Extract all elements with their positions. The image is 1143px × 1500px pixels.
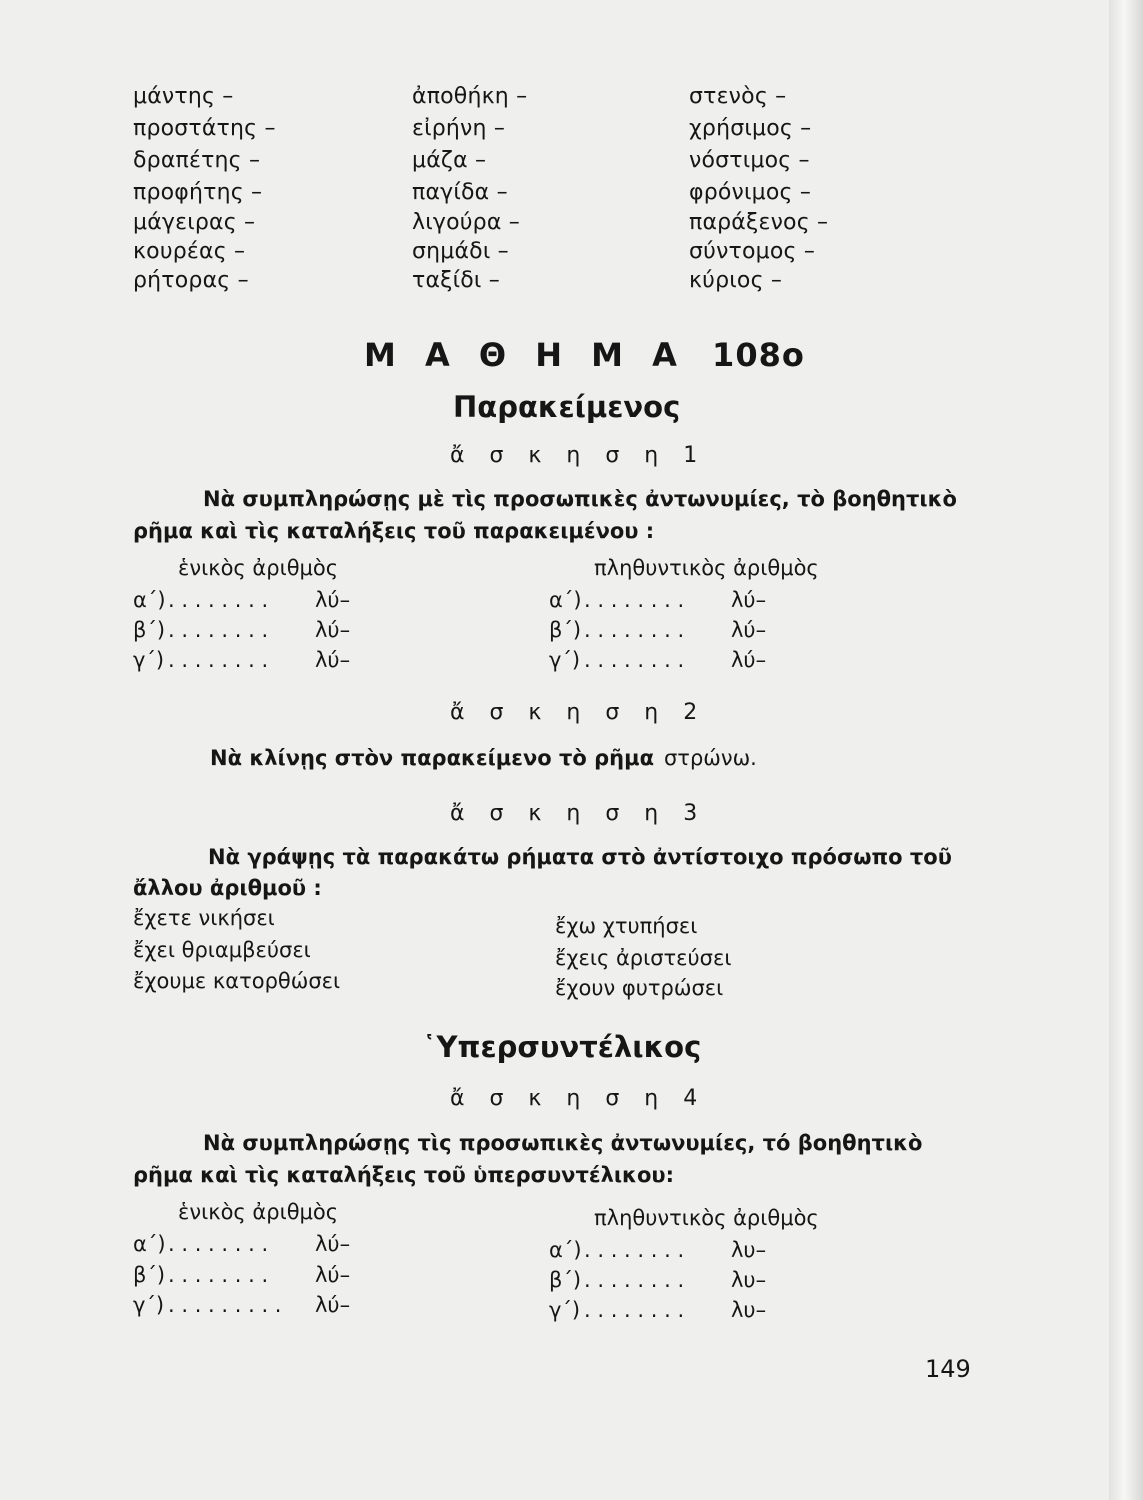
- word-col3-item: νόστιμος –: [689, 148, 810, 173]
- ex1-plural-row-stem: λύ–: [731, 588, 767, 612]
- word-col2-item: μάζα –: [412, 148, 487, 173]
- ex4-singular-row-label: α΄): [133, 1232, 166, 1256]
- ex4-plural-row-stem: λυ–: [731, 1238, 767, 1262]
- exercise-2-instruction: Νὰ κλίνῃς στὸν παρακείμενο τὸ ρῆμα: [210, 746, 654, 770]
- ex1-singular-row-stem: λύ–: [315, 618, 351, 642]
- word-col1-item: δραπέτης –: [133, 148, 261, 173]
- exercise-2-verb: στρώνω.: [664, 746, 757, 770]
- singular-header: ἑνικὸς ἀριθμὸς: [178, 556, 339, 580]
- ex4-singular-row-stem: λύ–: [315, 1293, 351, 1317]
- word-col3-item: παράξενος –: [689, 210, 829, 235]
- word-col3-item: σύντομος –: [689, 239, 816, 264]
- word-col3-item: φρόνιμος –: [689, 180, 812, 205]
- ex1-plural-row-dots: . . . . . . . .: [584, 618, 685, 642]
- word-col1-item: προφήτης –: [133, 180, 263, 205]
- exercise-3-right-item: ἔχω χτυπήσει: [555, 914, 698, 938]
- lesson-number: 108ο: [712, 336, 805, 374]
- exercise-3-instruction-line2: ἄλλου ἀριθμοῦ :: [133, 876, 322, 900]
- ex1-singular-row-label: γ΄): [133, 648, 165, 672]
- singular-header: ἑνικὸς ἀριθμὸς: [178, 1200, 339, 1224]
- exercise-3-left-item: ἔχετε νικήσει: [133, 906, 275, 930]
- ex4-plural-row-label: α΄): [549, 1238, 582, 1262]
- page-edge-shadow: [1109, 0, 1143, 1500]
- ex4-singular-row-dots: . . . . . . . .: [168, 1232, 269, 1256]
- ex4-plural-row-dots: . . . . . . . .: [584, 1298, 685, 1322]
- ex1-plural-row-label: α΄): [549, 588, 582, 612]
- word-col3-item: κύριος –: [689, 268, 783, 293]
- word-col3-item: στενὸς –: [689, 84, 787, 109]
- ex4-plural-row-dots: . . . . . . . .: [584, 1268, 685, 1292]
- ex1-plural-row-label: β΄): [549, 618, 582, 642]
- ex1-singular-row-dots: . . . . . . . .: [168, 618, 269, 642]
- ex4-plural-row-stem: λυ–: [731, 1298, 767, 1322]
- exercise-4-label: ἄ σ κ η σ η 4: [450, 1086, 707, 1111]
- ex1-singular-row-dots: . . . . . . . .: [168, 648, 269, 672]
- word-col1-item: μάγειρας –: [133, 210, 256, 235]
- ex4-plural-row-stem: λυ–: [731, 1268, 767, 1292]
- exercise-3-left-item: ἔχουμε κατορθώσει: [133, 969, 341, 993]
- word-col2-item: εἰρήνη –: [412, 116, 506, 141]
- exercise-4-instruction-line1: Νὰ συμπληρώσῃς τὶς προσωπικὲς ἀντωνυμίες, τό βοηθητικὸ: [203, 1131, 923, 1155]
- ex4-singular-row-label: γ΄): [133, 1293, 165, 1317]
- word-col1-item: ρήτορας –: [133, 268, 249, 293]
- page-number: 149: [925, 1355, 971, 1383]
- exercise-3-label: ἄ σ κ η σ η 3: [450, 801, 707, 826]
- lesson-title-text: Μ Α Θ Η Μ Α: [364, 336, 686, 374]
- section-title-ypersyntelikos: ῾Υπερσυντέλικος: [422, 1030, 702, 1064]
- ex4-singular-row-stem: λύ–: [315, 1232, 351, 1256]
- ex4-plural-row-label: γ΄): [549, 1298, 581, 1322]
- exercise-3-instruction-line1: Νὰ γράψῃς τὰ παρακάτω ρήματα στὸ ἀντίστοιχο πρόσωπο τοῦ: [208, 845, 952, 869]
- plural-header: πληθυντικὸς ἀριθμὸς: [594, 1206, 819, 1230]
- ex1-singular-row-label: β΄): [133, 618, 166, 642]
- word-col2-item: σημάδι –: [412, 239, 509, 264]
- ex4-plural-row-dots: . . . . . . . .: [584, 1238, 685, 1262]
- word-col2-item: ἀποθήκη –: [412, 84, 528, 109]
- ex1-plural-row-label: γ΄): [549, 648, 581, 672]
- ex1-singular-row-stem: λύ–: [315, 588, 351, 612]
- plural-header: πληθυντικὸς ἀριθμὸς: [594, 556, 819, 580]
- exercise-3-right-item: ἔχεις ἀριστεύσει: [555, 946, 732, 970]
- ex1-plural-row-dots: . . . . . . . .: [584, 648, 685, 672]
- word-col1-item: μάντης –: [133, 84, 234, 109]
- exercise-3-right-item: ἔχουν φυτρώσει: [555, 976, 724, 1000]
- exercise-3-left-item: ἔχει θριαμβεύσει: [133, 938, 311, 962]
- section-title-parakeimenos: Παρακείμενος: [453, 390, 681, 424]
- exercise-1-instruction-line2: ρῆμα καὶ τὶς καταλήξεις τοῦ παρακειμένου :: [133, 519, 655, 543]
- ex1-plural-row-dots: . . . . . . . .: [584, 588, 685, 612]
- ex1-singular-row-label: α΄): [133, 588, 166, 612]
- word-col1-item: κουρέας –: [133, 239, 246, 264]
- word-col2-item: ταξίδι –: [412, 268, 500, 293]
- lesson-title: [364, 336, 805, 374]
- word-col2-item: λιγούρα –: [412, 210, 520, 235]
- ex1-singular-row-stem: λύ–: [315, 648, 351, 672]
- ex4-singular-row-dots: . . . . . . . . .: [168, 1293, 282, 1317]
- ex1-plural-row-stem: λύ–: [731, 618, 767, 642]
- ex4-plural-row-label: β΄): [549, 1268, 582, 1292]
- ex1-singular-row-dots: . . . . . . . .: [168, 588, 269, 612]
- ex1-plural-row-stem: λύ–: [731, 648, 767, 672]
- word-col1-item: προστάτης –: [133, 116, 276, 141]
- exercise-4-instruction-line2: ρῆμα καὶ τὶς καταλήξεις τοῦ ὑπερσυντέλικου:: [133, 1163, 674, 1187]
- exercise-1-label: ἄ σ κ η σ η 1: [450, 443, 707, 468]
- exercise-2-label: ἄ σ κ η σ η 2: [450, 700, 707, 725]
- ex4-singular-row-dots: . . . . . . . .: [168, 1263, 269, 1287]
- word-col3-item: χρήσιμος –: [689, 116, 812, 141]
- ex4-singular-row-label: β΄): [133, 1263, 166, 1287]
- exercise-1-instruction-line1: Νὰ συμπληρώσῃς μὲ τὶς προσωπικὲς ἀντωνυμίες, τὸ βοηθητικὸ: [203, 487, 957, 511]
- ex4-singular-row-stem: λύ–: [315, 1263, 351, 1287]
- word-col2-item: παγίδα –: [412, 180, 508, 205]
